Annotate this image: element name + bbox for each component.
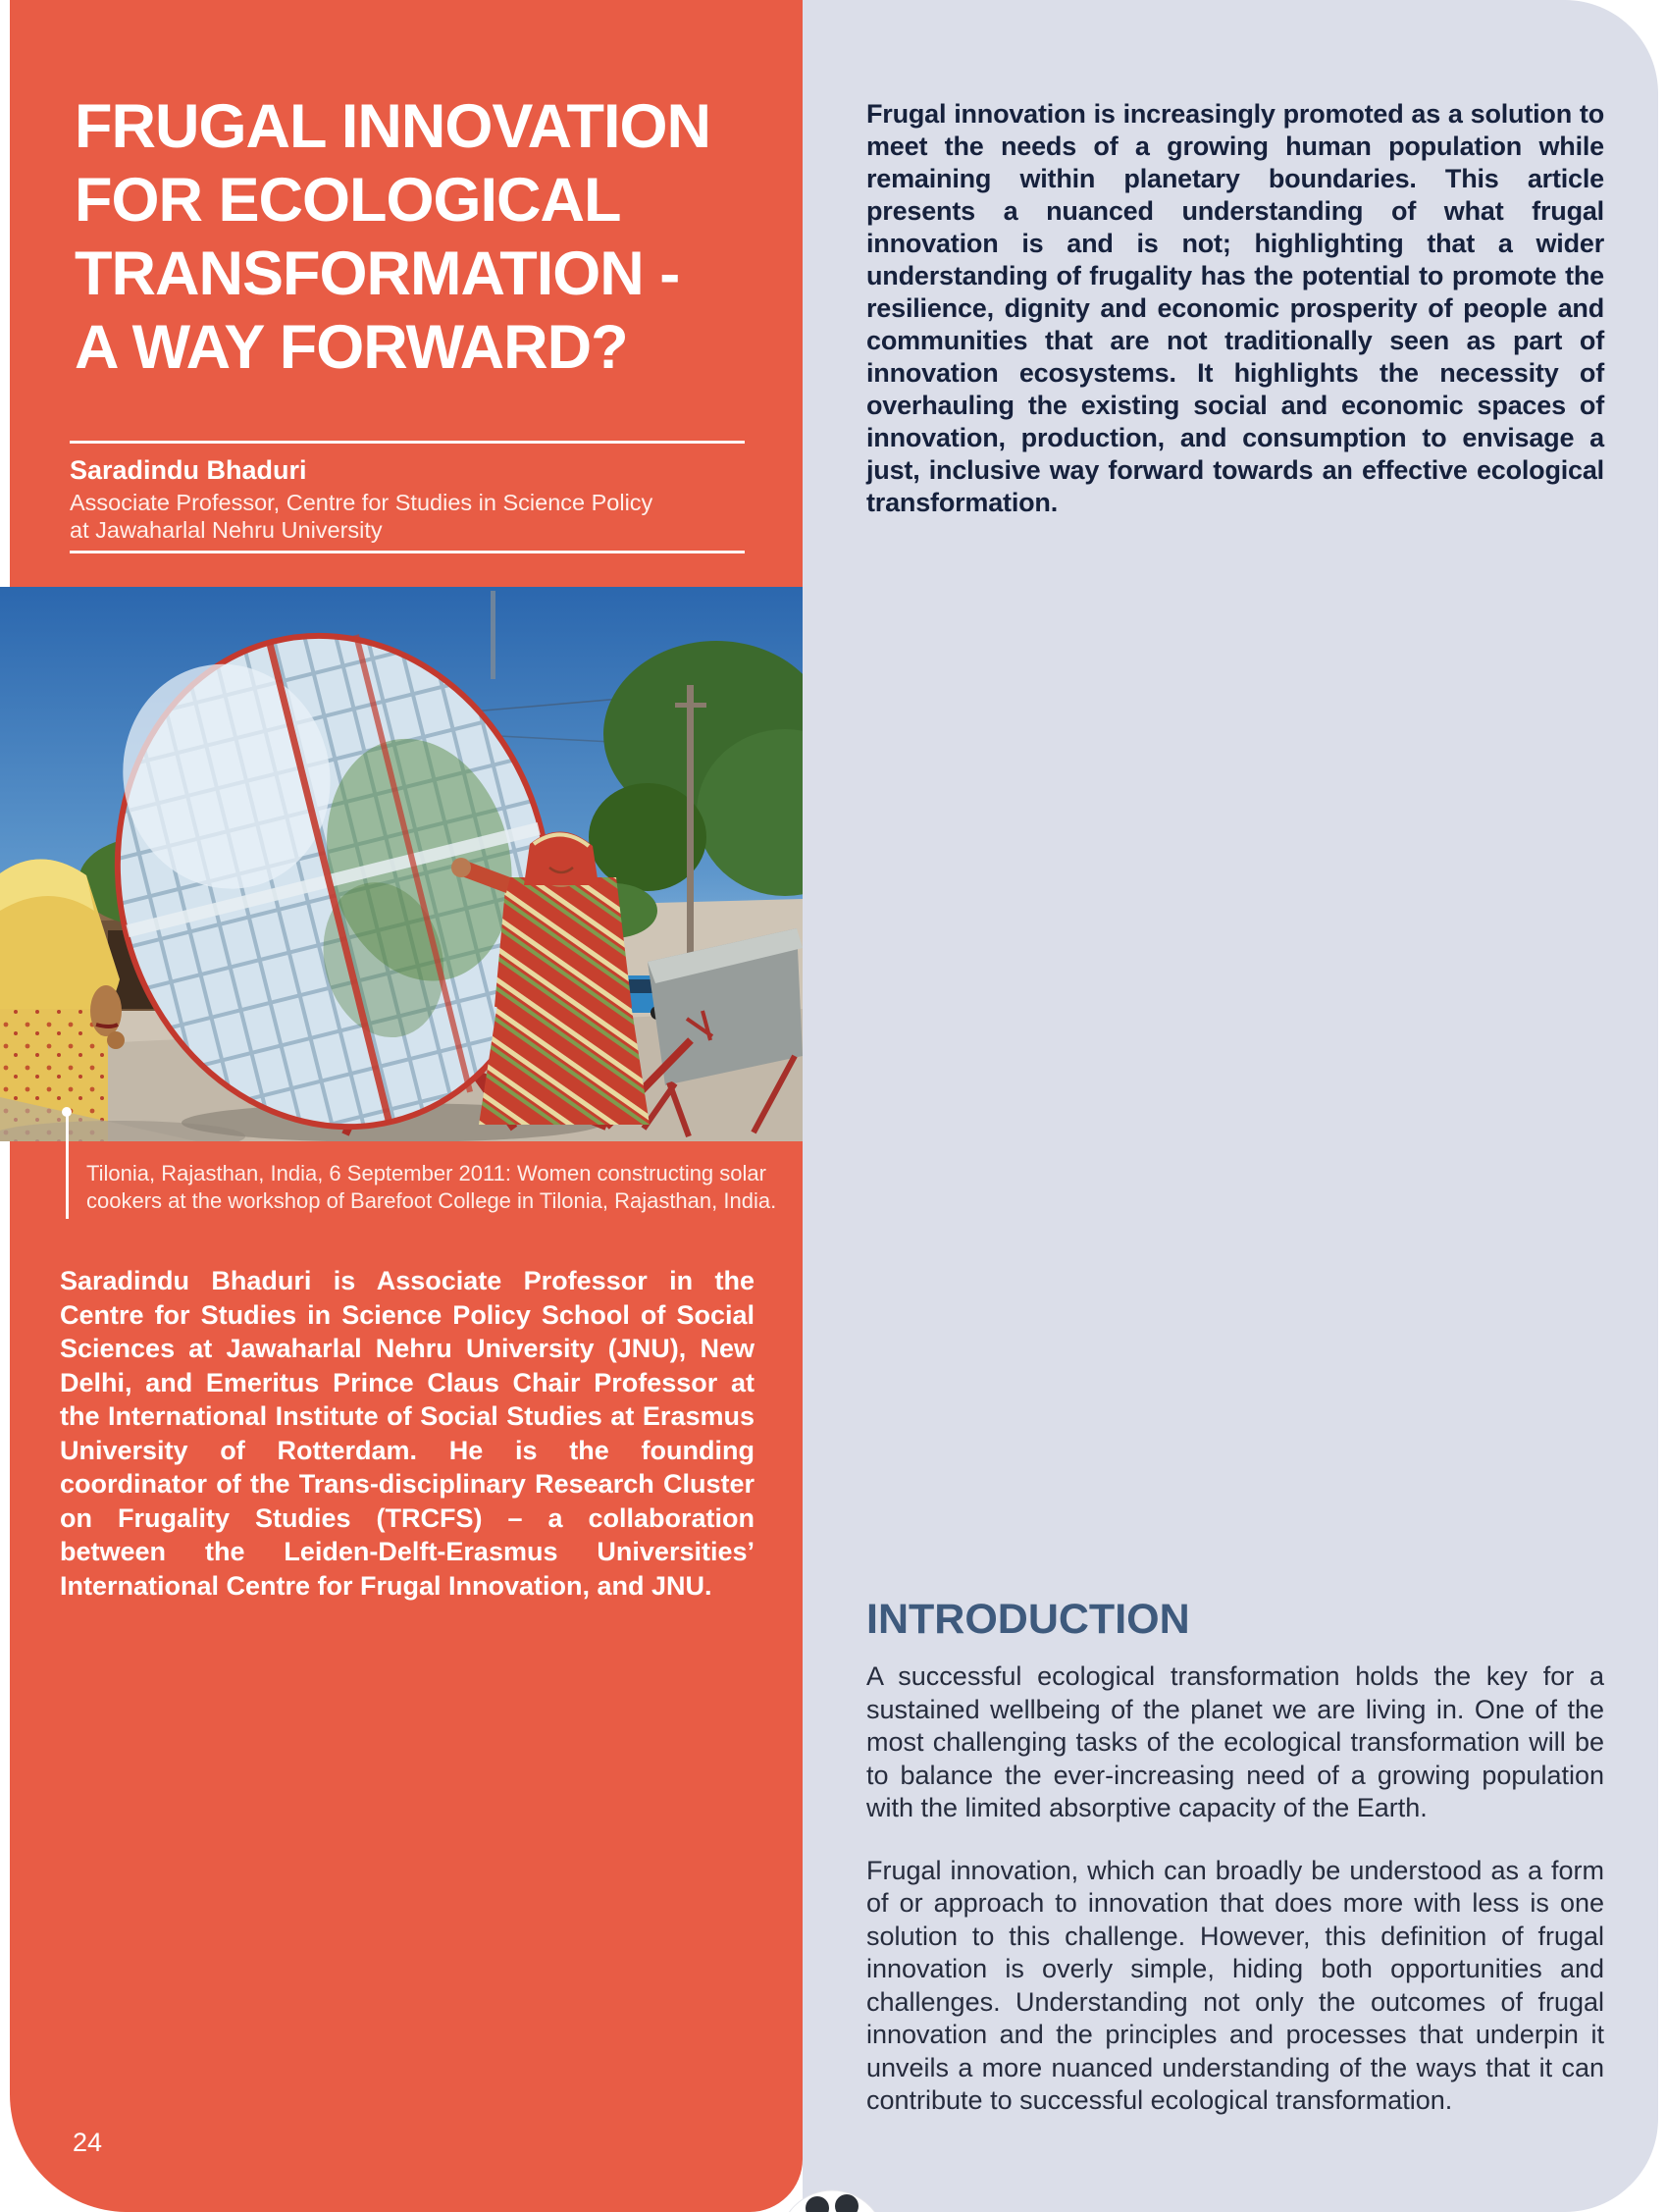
introduction-paragraph-1: A successful ecological transformation holds the key for a sustained wellbeing of the planet we are living in. One of the most challenging tasks of the ecological transformation will be to balance the ever-increasing need of a growing population with the limited absorptive capacity of the Earth. xyxy=(866,1661,1604,1822)
author-role-line2: at Jawaharlal Nehru University xyxy=(70,517,383,543)
solar-cooker-photo-illustration xyxy=(0,587,803,1141)
article-photo xyxy=(0,587,803,1141)
introduction-heading: INTRODUCTION xyxy=(866,1596,1190,1643)
article-abstract: Frugal innovation is increasingly promoted as a solution to meet the needs of a growing human population while remaining within planetary boundaries. This article presents a nuanced understanding of what frugal innovation is and is not; highlighting that a wider understanding of frugality has the potential to promote the resilience, dignity and economic prosperity of people and communities that are not traditionally seen as part of innovation ecosystems. It highlights the necessity of overhauling the existing social and economic spaces of innovation, production, and consumption to envisage a just, inclusive way forward towards an effective ecological transformation. xyxy=(866,99,1604,517)
title-line-3: TRANSFORMATION - xyxy=(75,239,680,308)
caption-leader-line xyxy=(66,1115,69,1219)
author-divider-top xyxy=(70,441,745,444)
author-bio: Saradindu Bhaduri is Associate Professor in the Centre for Studies in Science Policy School of Social Sciences at Jawaharlal Nehru University (JNU), New Delhi, and Emeritus Prince Claus Chair Professor at the International Institute of Social Studies at Erasmus University of Rotterdam. He is the founding coordinator of the Trans-disciplinary Research Cluster on Frugality Studies (TRCFS) – a collaboration between the Leiden-Delft-Erasmus Universities’ International Centre for Frugal Innovation, and JNU. xyxy=(60,1266,755,1601)
page-number: 24 xyxy=(73,2128,103,2157)
author-role-line1: Associate Professor, Centre for Studies in Science Policy xyxy=(70,490,653,515)
introduction-body xyxy=(866,1660,1604,2147)
introduction-paragraph-2: Frugal innovation, which can broadly be understood as a form of or approach to innovation that does more with less is one solution to this challenge. However, this definition of frugal innovation is overly simple, hiding both opportunities and challenges. Understanding not only the outcomes of frugal innovation and the principles and processes that underpin it unveils a more nuanced understanding of the ways that it can contribute to successful ecological transformation. xyxy=(866,1855,1604,2115)
author-role xyxy=(70,489,652,544)
photo-caption: Tilonia, Rajasthan, India, 6 September 2011: Women constructing solar cookers at the workshop of Barefoot College in Tilonia, Rajasthan, India. xyxy=(86,1161,777,1213)
title-line-2: FOR ECOLOGICAL xyxy=(75,166,621,235)
title-line-4: A WAY FORWARD? xyxy=(75,313,628,382)
author-divider-bottom xyxy=(70,551,745,553)
title-line-1: FRUGAL INNOVATION xyxy=(75,92,710,161)
page-title xyxy=(75,90,781,385)
panda-logo-icon xyxy=(785,2185,879,2212)
author-name: Saradindu Bhaduri xyxy=(70,455,307,485)
